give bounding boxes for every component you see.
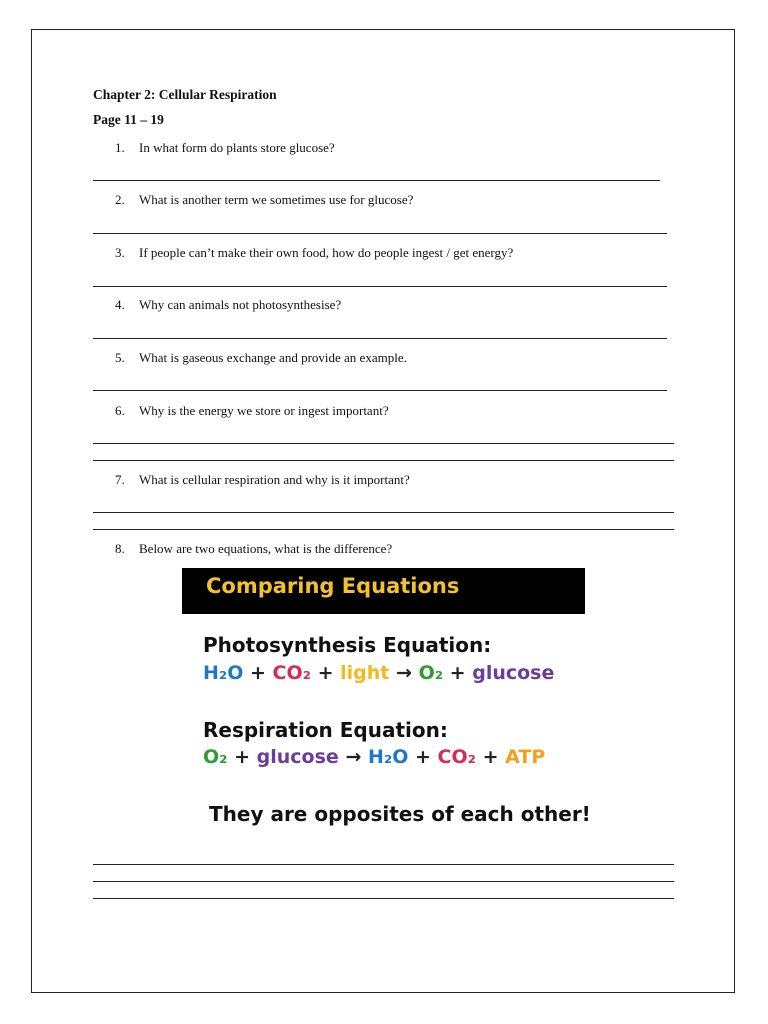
conclusion-text: They are opposites of each other! bbox=[209, 802, 591, 826]
answer-line[interactable] bbox=[93, 512, 674, 513]
question-number: 3. bbox=[115, 245, 125, 260]
answer-line[interactable] bbox=[93, 881, 674, 882]
question-number: 1. bbox=[115, 140, 125, 155]
equation-term: light bbox=[340, 662, 390, 684]
arrow-icon: → bbox=[396, 662, 412, 684]
question-5 bbox=[115, 350, 407, 366]
arrow-icon: → bbox=[345, 746, 362, 768]
question-text: Why can animals not photosynthesise? bbox=[139, 297, 342, 312]
plus-sign: + bbox=[449, 662, 466, 684]
respiration-equation bbox=[203, 746, 545, 768]
question-text: In what form do plants store glucose? bbox=[139, 140, 335, 155]
answer-line[interactable] bbox=[93, 233, 667, 234]
question-number: 4. bbox=[115, 297, 125, 312]
answer-line[interactable] bbox=[93, 864, 674, 865]
question-1 bbox=[115, 140, 335, 156]
question-number: 8. bbox=[115, 541, 125, 556]
answer-line[interactable] bbox=[93, 443, 674, 444]
plus-sign: + bbox=[250, 662, 266, 684]
equation-term: H₂O bbox=[367, 746, 409, 768]
plus-sign: + bbox=[234, 746, 251, 768]
question-6 bbox=[115, 403, 389, 419]
equation-term: ATP bbox=[505, 746, 546, 768]
question-text: If people can’t make their own food, how do people ingest / get energy? bbox=[139, 245, 514, 260]
plus-sign: + bbox=[317, 662, 334, 684]
plus-sign: + bbox=[482, 746, 499, 768]
answer-line[interactable] bbox=[93, 898, 674, 899]
answer-line[interactable] bbox=[93, 460, 674, 461]
equation-term: CO₂ bbox=[437, 746, 476, 768]
equation-term: CO₂ bbox=[272, 662, 311, 684]
equation-term: O₂ bbox=[203, 746, 228, 768]
answer-line[interactable] bbox=[93, 529, 674, 530]
question-8 bbox=[115, 541, 392, 557]
question-text: What is another term we sometimes use for glucose? bbox=[139, 192, 414, 207]
answer-line[interactable] bbox=[93, 338, 667, 339]
answer-line[interactable] bbox=[93, 286, 667, 287]
question-text: Why is the energy we store or ingest important? bbox=[139, 403, 389, 418]
equation-term: glucose bbox=[256, 746, 339, 768]
question-2 bbox=[115, 192, 413, 208]
photosynthesis-equation bbox=[203, 662, 554, 684]
figure-banner bbox=[182, 568, 585, 614]
respiration-heading: Respiration Equation: bbox=[203, 718, 448, 742]
question-number: 7. bbox=[115, 472, 125, 487]
question-number: 5. bbox=[115, 350, 125, 365]
question-number: 6. bbox=[115, 403, 125, 418]
question-3 bbox=[115, 245, 513, 261]
equation-term: O₂ bbox=[418, 662, 444, 684]
question-text: What is gaseous exchange and provide an example. bbox=[139, 350, 407, 365]
plus-sign: + bbox=[414, 746, 431, 768]
question-7 bbox=[115, 472, 410, 488]
question-4 bbox=[115, 297, 341, 313]
question-text: Below are two equations, what is the difference? bbox=[139, 541, 393, 556]
banner-title: Comparing Equations bbox=[206, 574, 460, 598]
page-border bbox=[31, 29, 735, 993]
question-text: What is cellular respiration and why is it important? bbox=[139, 472, 410, 487]
answer-line[interactable] bbox=[93, 180, 660, 181]
page-range: Page 11 – 19 bbox=[93, 112, 164, 127]
answer-line[interactable] bbox=[93, 390, 667, 391]
question-number: 2. bbox=[115, 192, 125, 207]
chapter-title: Chapter 2: Cellular Respiration bbox=[93, 87, 277, 102]
equation-term: glucose bbox=[472, 662, 555, 684]
equation-term: H₂O bbox=[203, 662, 244, 684]
photosynthesis-heading: Photosynthesis Equation: bbox=[203, 633, 492, 657]
